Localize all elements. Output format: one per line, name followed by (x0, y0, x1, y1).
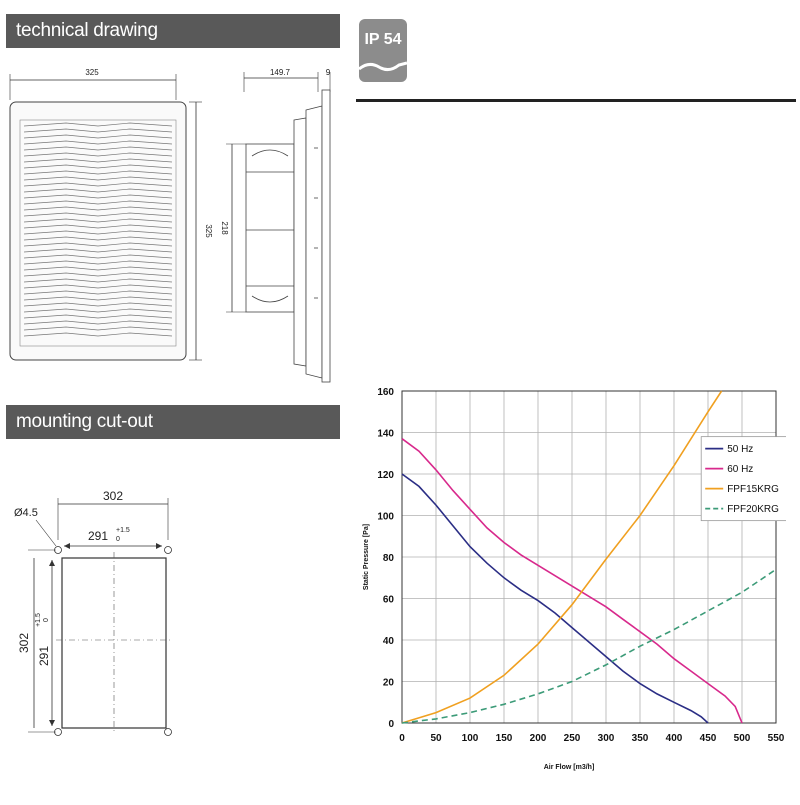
legend-label-fpf15krg: FPF15KRG (727, 484, 779, 496)
x-tick-label: 50 (430, 733, 442, 744)
wave-icon (359, 19, 407, 82)
y-tick-label: 40 (382, 636, 394, 647)
technical-drawing-panel (6, 48, 340, 398)
cutout-tol-upper-v: +1.5 (35, 613, 42, 627)
x-tick-label: 500 (733, 733, 751, 744)
cutout-inner-height: 291 (37, 645, 51, 667)
legend-label-50-hz: 50 Hz (727, 444, 754, 456)
front-width-label: 325 (85, 68, 99, 77)
cutout-tol-lower-v: 0 (43, 618, 50, 622)
x-tick-label: 250 (563, 733, 581, 744)
x-tick-label: 450 (699, 733, 717, 744)
hole-diameter-label: Ø4.5 (14, 507, 38, 519)
mounting-cutout-svg (6, 440, 340, 800)
cutout-outer-height: 302 (17, 632, 31, 654)
side-height-label: 218 (220, 221, 229, 235)
fan-performance-chart (356, 385, 786, 785)
x-tick-label: 400 (665, 733, 683, 744)
side-depth-label: 149.7 (269, 68, 291, 77)
ip-rating-badge (359, 19, 407, 82)
x-tick-label: 350 (631, 733, 649, 744)
y-tick-label: 120 (377, 470, 394, 481)
x-axis-label: Air Flow [m3/h] (543, 764, 595, 771)
mounting-cutout-header: mounting cut-out (6, 405, 340, 439)
y-axis-label: Static Pressure [Pa] (363, 523, 370, 591)
y-tick-label: 100 (377, 511, 394, 523)
side-flange-label: 9 (325, 68, 331, 77)
x-tick-label: 200 (529, 733, 547, 744)
cutout-tol-lower: 0 (116, 536, 120, 543)
x-tick-label: 300 (597, 733, 615, 744)
mounting-cutout-panel (6, 440, 340, 800)
x-tick-label: 0 (399, 733, 405, 744)
technical-drawing-svg (6, 48, 340, 398)
left-column (0, 0, 340, 800)
front-height-label: 325 (204, 224, 213, 238)
cutout-outer-width: 302 (102, 489, 124, 503)
legend-label-60-hz: 60 Hz (727, 464, 754, 476)
legend-label-fpf20krg: FPF20KRG (727, 504, 779, 516)
y-tick-label: 140 (377, 428, 394, 440)
y-tick-label: 20 (382, 677, 394, 689)
y-tick-label: 160 (377, 387, 394, 398)
x-tick-label: 150 (495, 733, 513, 744)
fan-side-view (246, 90, 330, 382)
header-rule (356, 99, 796, 102)
x-tick-label: 550 (767, 733, 785, 744)
ip-rating-label: IP 54 (364, 31, 402, 48)
cutout-inner-width: 291 (87, 529, 109, 543)
y-tick-label: 0 (388, 719, 394, 730)
y-tick-label: 80 (382, 553, 394, 564)
cutout-tol-upper: +1.5 (116, 527, 130, 534)
x-tick-label: 100 (461, 733, 479, 744)
technical-drawing-header: technical drawing (6, 14, 340, 48)
y-tick-label: 60 (382, 594, 394, 606)
